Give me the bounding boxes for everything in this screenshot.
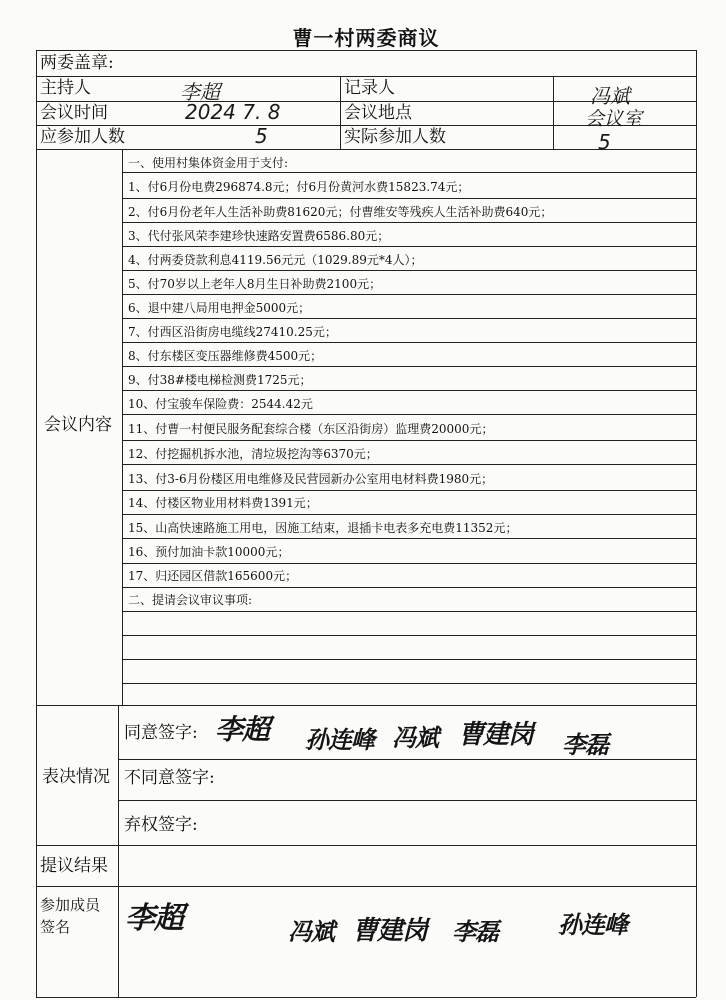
abstain-signature-label: 弃权签字: — [124, 815, 198, 835]
list-item: 16、预付加油卡款10000元； — [128, 545, 290, 559]
rule-line — [118, 800, 696, 801]
rule-line — [122, 294, 696, 295]
list-item: 10、付宝骏车保险费：2544.42元 — [128, 397, 313, 411]
agree-signature-label: 同意签字: — [124, 723, 198, 743]
member-signature: 冯斌 — [288, 918, 334, 946]
actual-attendees-value: 5 — [598, 130, 611, 154]
list-item: 3、代付张风荣李建珍快速路安置费6586.80元； — [128, 229, 390, 243]
rule-line — [122, 587, 696, 588]
rule-line — [122, 563, 696, 564]
host-label: 主持人 — [40, 78, 91, 98]
rule-line — [122, 342, 696, 343]
member-signature: 李超 — [125, 901, 183, 936]
members-label-line2: 签名 — [40, 918, 71, 936]
rule-line — [36, 845, 696, 846]
expected-attendees-value: 5 — [255, 124, 268, 148]
meeting-time-value: 2024 7. 8 — [185, 100, 281, 124]
rule-line — [553, 76, 554, 149]
agree-signature: 冯斌 — [392, 724, 438, 752]
member-signature: 曹建岗 — [352, 916, 428, 946]
member-signature: 李磊 — [452, 918, 498, 946]
rule-line — [122, 464, 696, 465]
result-label: 提议结果 — [40, 856, 108, 876]
rule-line — [122, 414, 696, 415]
rule-line — [122, 611, 696, 612]
rule-line — [122, 149, 123, 705]
list-item: 9、付38#楼电梯检测费1725元； — [128, 373, 312, 387]
list-item: 11、付曹一村便民服务配套综合楼（东区沿街房）监理费20000元； — [128, 422, 494, 436]
member-signature: 孙连峰 — [558, 911, 627, 939]
content-section-2: 二、提请会议审议事项: — [128, 593, 253, 607]
rule-line — [36, 886, 696, 887]
recorder-label: 记录人 — [344, 78, 395, 98]
seal-label: 两委盖章: — [40, 53, 114, 73]
content-section-1: 一、使用村集体资金用于支付: — [128, 156, 289, 170]
list-item: 6、退中建八局用电押金5000元； — [128, 301, 311, 315]
list-item: 12、付挖掘机拆水池，清垃圾挖沟等6370元； — [128, 447, 378, 461]
rule-line — [36, 50, 37, 997]
list-item: 5、付70岁以上老年人8月生日补助费2100元； — [128, 277, 382, 291]
rule-line — [122, 440, 696, 441]
rule-line — [36, 50, 696, 51]
rule-line — [122, 538, 696, 539]
rule-line — [122, 490, 696, 491]
list-item: 4、付两委贷款利息4119.56元元（1029.89元*4人）； — [128, 253, 423, 267]
list-item: 8、付东楼区变压器维修费4500元； — [128, 349, 323, 363]
disagree-signature-label: 不同意签字: — [124, 768, 215, 788]
meeting-place-label: 会议地点 — [344, 103, 412, 123]
meeting-place-value: 会议室 — [585, 108, 643, 130]
agree-signature: 李磊 — [562, 731, 608, 759]
document-title: 曹一村两委商议 — [292, 26, 440, 50]
rule-line — [36, 76, 696, 77]
rule-line — [118, 759, 696, 760]
expected-attendees-label: 应参加人数 — [40, 127, 125, 147]
rule-line — [122, 514, 696, 515]
recorder-value: 冯斌 — [590, 84, 630, 108]
list-item: 13、付3-6月份楼区用电维修及民营园新办公室用电材料费1980元； — [128, 472, 494, 486]
actual-attendees-label: 实际参加人数 — [344, 127, 446, 147]
rule-line — [122, 246, 696, 247]
rule-line — [122, 390, 696, 391]
rule-line — [122, 635, 696, 636]
rule-line — [122, 683, 696, 684]
members-label-line1: 参加成员 — [40, 896, 101, 914]
list-item: 14、付楼区物业用材料费1391元； — [128, 496, 318, 510]
rule-line — [36, 997, 696, 998]
rule-line — [696, 50, 697, 997]
vote-label: 表决情况 — [42, 767, 110, 787]
rule-line — [122, 222, 696, 223]
rule-line — [36, 149, 696, 150]
meeting-time-label: 会议时间 — [40, 103, 108, 123]
list-item: 7、付西区沿街房电缆线27410.25元； — [128, 325, 337, 339]
list-item: 15、山高快速路施工用电，因施工结束，退插卡电表多充电费11352元； — [128, 521, 518, 535]
agree-signature: 孙连峰 — [305, 726, 374, 754]
rule-line — [122, 172, 696, 173]
rule-line — [340, 76, 341, 149]
rule-line — [122, 366, 696, 367]
rule-line — [122, 318, 696, 319]
rule-line — [122, 659, 696, 660]
list-item: 2、付6月份老年人生活补助费81620元；付曹维安等残疾人生活补助费640元； — [128, 205, 553, 219]
meeting-content-label: 会议内容 — [44, 415, 112, 435]
rule-line — [36, 705, 696, 706]
host-value: 李超 — [180, 80, 220, 104]
list-item: 17、归还园区借款165600元； — [128, 569, 298, 583]
rule-line — [122, 198, 696, 199]
list-item: 1、付6月份电费296874.8元；付6月份黄河水费15823.74元； — [128, 180, 470, 194]
rule-line — [118, 705, 119, 997]
agree-signature: 曹建岗 — [458, 720, 534, 750]
rule-line — [122, 270, 696, 271]
agree-signature: 李超 — [215, 713, 270, 746]
